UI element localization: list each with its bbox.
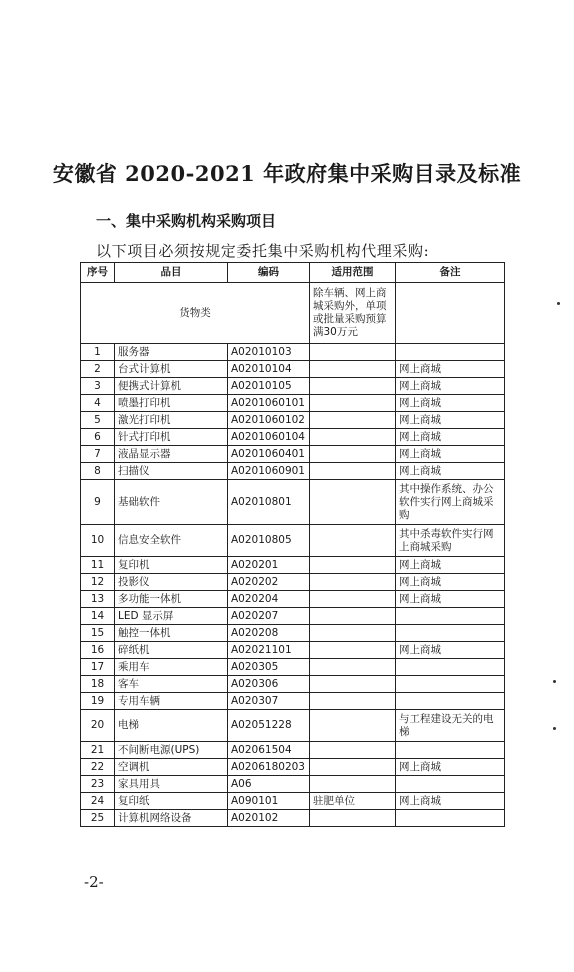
cell-no: 24 <box>81 793 115 810</box>
table-row <box>81 642 505 659</box>
table-header <box>81 263 505 283</box>
cell-code: A020202 <box>228 574 310 591</box>
intro-text: 以下项目必须按规定委托集中采购机构代理采购: <box>96 242 430 260</box>
cell-code: A020102 <box>228 810 310 827</box>
cell-no: 4 <box>81 395 115 412</box>
table-row <box>81 659 505 676</box>
page-number: -2- <box>84 873 104 891</box>
scan-speck <box>553 727 556 730</box>
cell-no: 8 <box>81 463 115 480</box>
cell-remark: 网上商城 <box>396 574 505 591</box>
cell-item: 家具用具 <box>115 776 228 793</box>
cell-item: 投影仪 <box>115 574 228 591</box>
cell-remark: 其中杀毒软件实行网上商城采购 <box>396 525 505 557</box>
cell-scope <box>310 361 396 378</box>
cell-remark <box>396 742 505 759</box>
cell-item: 扫描仪 <box>115 463 228 480</box>
cell-scope <box>310 776 396 793</box>
cell-scope <box>310 463 396 480</box>
cell-remark: 网上商城 <box>396 361 505 378</box>
table-row <box>81 361 505 378</box>
cell-remark <box>396 676 505 693</box>
table-row <box>81 446 505 463</box>
cell-no: 25 <box>81 810 115 827</box>
table-body <box>81 283 505 827</box>
cell-item: 激光打印机 <box>115 412 228 429</box>
cell-scope <box>310 480 396 525</box>
cell-scope <box>310 429 396 446</box>
header-code: 编码 <box>228 263 310 283</box>
procurement-table <box>80 262 505 827</box>
cell-code: A020207 <box>228 608 310 625</box>
cell-item: LED 显示屏 <box>115 608 228 625</box>
cell-remark <box>396 776 505 793</box>
cell-remark: 网上商城 <box>396 557 505 574</box>
cell-no: 15 <box>81 625 115 642</box>
cell-code: A0201060901 <box>228 463 310 480</box>
cell-scope <box>310 591 396 608</box>
cell-scope <box>310 344 396 361</box>
cell-scope <box>310 412 396 429</box>
cell-code: A020208 <box>228 625 310 642</box>
cell-code: A02010105 <box>228 378 310 395</box>
table-row <box>81 625 505 642</box>
table-row <box>81 395 505 412</box>
cell-code: A0201060401 <box>228 446 310 463</box>
table-row <box>81 759 505 776</box>
cell-scope <box>310 625 396 642</box>
cell-remark: 网上商城 <box>396 793 505 810</box>
cell-remark: 网上商城 <box>396 642 505 659</box>
cell-no: 19 <box>81 693 115 710</box>
cell-remark: 网上商城 <box>396 429 505 446</box>
scan-speck <box>557 302 560 305</box>
category-remark <box>396 283 505 344</box>
header-no: 序号 <box>81 263 115 283</box>
cell-remark: 网上商城 <box>396 463 505 480</box>
cell-no: 1 <box>81 344 115 361</box>
cell-code: A0201060104 <box>228 429 310 446</box>
cell-code: A020305 <box>228 659 310 676</box>
cell-code: A06 <box>228 776 310 793</box>
table-row <box>81 412 505 429</box>
cell-code: A02010805 <box>228 525 310 557</box>
category-label: 货物类 <box>81 283 310 344</box>
cell-code: A020201 <box>228 557 310 574</box>
table-row <box>81 557 505 574</box>
cell-remark: 其中操作系统、办公软件实行网上商城采购 <box>396 480 505 525</box>
table-row <box>81 480 505 525</box>
cell-scope <box>310 742 396 759</box>
table-row <box>81 591 505 608</box>
cell-scope <box>310 810 396 827</box>
cell-no: 22 <box>81 759 115 776</box>
section-heading: 一、集中采购机构采购项目 <box>96 212 277 230</box>
cell-code: A020306 <box>228 676 310 693</box>
cell-remark: 网上商城 <box>396 591 505 608</box>
cell-no: 20 <box>81 710 115 742</box>
cell-no: 6 <box>81 429 115 446</box>
cell-item: 空调机 <box>115 759 228 776</box>
cell-no: 17 <box>81 659 115 676</box>
header-scope: 适用范围 <box>310 263 396 283</box>
cell-no: 9 <box>81 480 115 525</box>
cell-scope <box>310 759 396 776</box>
cell-item: 触控一体机 <box>115 625 228 642</box>
page-title: 安徽省 2020-2021 年政府集中采购目录及标准 <box>52 161 522 186</box>
cell-remark: 网上商城 <box>396 412 505 429</box>
cell-remark: 与工程建设无关的电梯 <box>396 710 505 742</box>
table-row <box>81 742 505 759</box>
cell-no: 5 <box>81 412 115 429</box>
cell-scope <box>310 378 396 395</box>
table-row <box>81 574 505 591</box>
cell-remark <box>396 625 505 642</box>
cell-item: 便携式计算机 <box>115 378 228 395</box>
cell-remark <box>396 659 505 676</box>
cell-scope <box>310 676 396 693</box>
table-row <box>81 776 505 793</box>
cell-item: 客车 <box>115 676 228 693</box>
cell-scope <box>310 608 396 625</box>
cell-scope: 驻肥单位 <box>310 793 396 810</box>
header-item: 品目 <box>115 263 228 283</box>
cell-remark: 网上商城 <box>396 395 505 412</box>
cell-scope <box>310 395 396 412</box>
cell-code: A020204 <box>228 591 310 608</box>
cell-remark <box>396 810 505 827</box>
cell-scope <box>310 574 396 591</box>
cell-code: A02051228 <box>228 710 310 742</box>
cell-no: 11 <box>81 557 115 574</box>
table-row <box>81 676 505 693</box>
cell-remark <box>396 608 505 625</box>
cell-code: A02010801 <box>228 480 310 525</box>
table-row <box>81 378 505 395</box>
table-row <box>81 693 505 710</box>
cell-item: 信息安全软件 <box>115 525 228 557</box>
table-row <box>81 810 505 827</box>
cell-item: 电梯 <box>115 710 228 742</box>
cell-item: 服务器 <box>115 344 228 361</box>
cell-item: 液晶显示器 <box>115 446 228 463</box>
cell-remark: 网上商城 <box>396 378 505 395</box>
cell-remark <box>396 344 505 361</box>
cell-no: 12 <box>81 574 115 591</box>
scan-speck <box>553 680 556 683</box>
cell-item: 不间断电源(UPS) <box>115 742 228 759</box>
cell-no: 3 <box>81 378 115 395</box>
cell-item: 乘用车 <box>115 659 228 676</box>
cell-item: 针式打印机 <box>115 429 228 446</box>
cell-item: 碎纸机 <box>115 642 228 659</box>
cell-remark: 网上商城 <box>396 759 505 776</box>
cell-no: 2 <box>81 361 115 378</box>
table-row <box>81 525 505 557</box>
cell-code: A0206180203 <box>228 759 310 776</box>
cell-item: 台式计算机 <box>115 361 228 378</box>
cell-item: 计算机网络设备 <box>115 810 228 827</box>
table-row <box>81 344 505 361</box>
cell-remark: 网上商城 <box>396 446 505 463</box>
table-row <box>81 793 505 810</box>
cell-item: 专用车辆 <box>115 693 228 710</box>
cell-item: 复印机 <box>115 557 228 574</box>
category-scope: 除车辆、网上商城采购外，单项或批量采购预算满30万元 <box>310 283 396 344</box>
cell-code: A090101 <box>228 793 310 810</box>
cell-code: A02061504 <box>228 742 310 759</box>
cell-scope <box>310 525 396 557</box>
cell-no: 13 <box>81 591 115 608</box>
category-row <box>81 283 505 344</box>
cell-scope <box>310 446 396 463</box>
table-row <box>81 608 505 625</box>
cell-item: 复印纸 <box>115 793 228 810</box>
cell-scope <box>310 659 396 676</box>
cell-code: A020307 <box>228 693 310 710</box>
cell-code: A0201060101 <box>228 395 310 412</box>
cell-scope <box>310 710 396 742</box>
cell-item: 多功能一体机 <box>115 591 228 608</box>
cell-no: 18 <box>81 676 115 693</box>
cell-no: 7 <box>81 446 115 463</box>
cell-code: A02010104 <box>228 361 310 378</box>
table-row <box>81 463 505 480</box>
table-row <box>81 710 505 742</box>
table-row <box>81 429 505 446</box>
cell-scope <box>310 642 396 659</box>
cell-item: 基础软件 <box>115 480 228 525</box>
cell-code: A0201060102 <box>228 412 310 429</box>
cell-scope <box>310 693 396 710</box>
cell-remark <box>396 693 505 710</box>
cell-no: 21 <box>81 742 115 759</box>
cell-item: 喷墨打印机 <box>115 395 228 412</box>
cell-no: 16 <box>81 642 115 659</box>
cell-scope <box>310 557 396 574</box>
cell-code: A02010103 <box>228 344 310 361</box>
cell-no: 14 <box>81 608 115 625</box>
header-remark: 备注 <box>396 263 505 283</box>
cell-no: 10 <box>81 525 115 557</box>
cell-code: A02021101 <box>228 642 310 659</box>
cell-no: 23 <box>81 776 115 793</box>
